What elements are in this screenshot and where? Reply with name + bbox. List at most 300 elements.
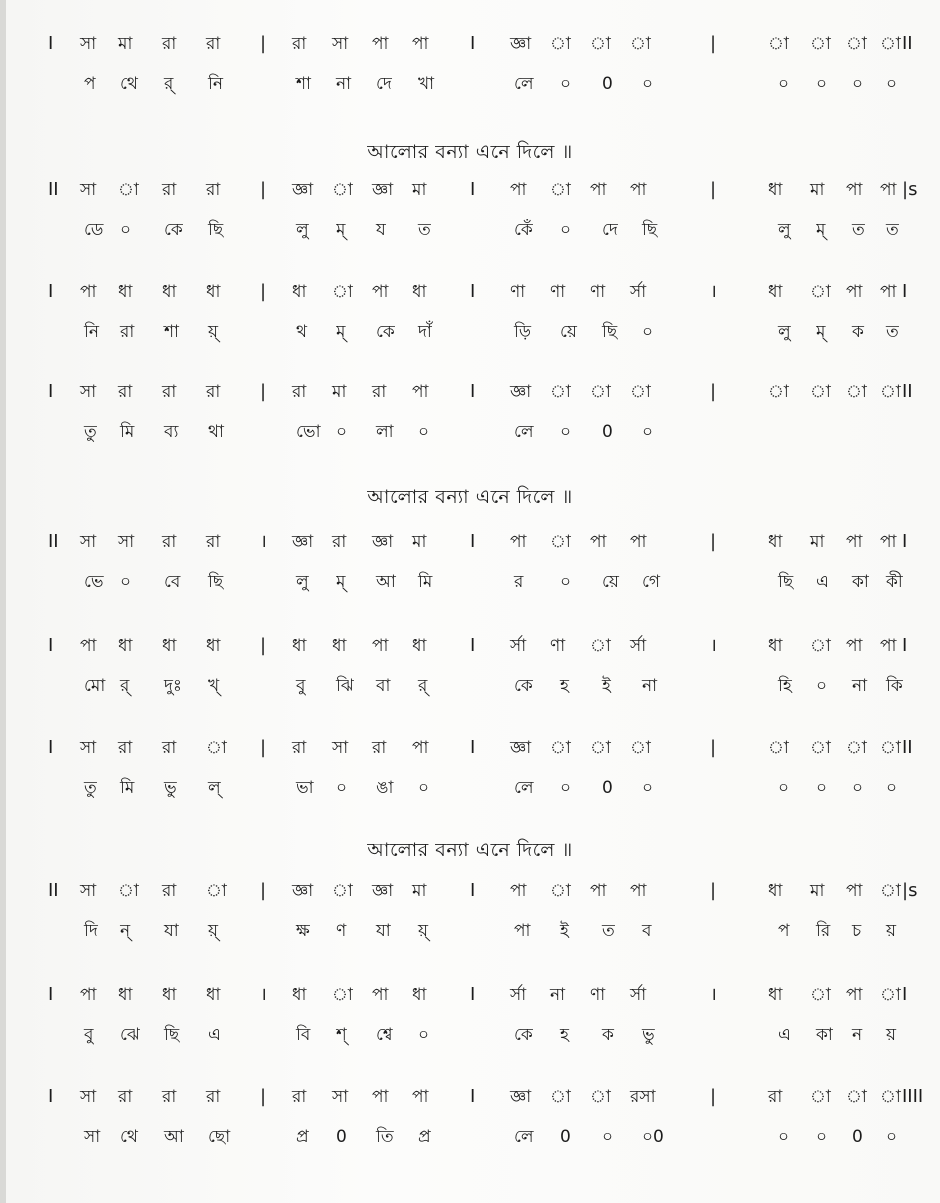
bar-line: I [470,635,476,656]
note: পা [80,282,97,302]
bar-line: |s [902,880,918,901]
lyric-syllable: 0 [852,1127,863,1147]
note: া [880,34,901,54]
lyric-syllable: ০ [336,422,348,442]
note: া [630,738,651,758]
note: া [550,180,571,200]
lyric-syllable: ০ [120,220,132,240]
note: া [590,34,611,54]
note: রা [162,180,177,200]
lyric-syllable: লু [296,220,309,240]
note: া [768,34,789,54]
note: ধা [206,282,221,302]
lyric-syllable: কেঁ [514,220,533,240]
lyric-syllable: না [642,676,658,696]
note: রা [206,34,221,54]
bar-line: I [470,737,476,758]
lyric-syllable: লু [778,322,791,342]
lyric-syllable: ০ [642,778,654,798]
lyrics-row [0,216,940,252]
lyric-syllable: ত [852,220,865,240]
lyric-syllable: মি [120,422,135,442]
note: রা [118,382,133,402]
bar-line: II [48,179,59,200]
lyric-syllable: ত [886,322,899,342]
lyric-syllable: আ [376,572,396,592]
note: মা [332,382,347,402]
note: মা [412,881,427,901]
note: পা [372,636,389,656]
note: া [332,180,353,200]
note: া [550,738,571,758]
note: ধা [162,985,177,1005]
lyric-syllable: ছি [208,572,224,592]
lyric-syllable: বা [376,676,391,696]
note: পা [590,881,607,901]
note: ধা [118,282,133,302]
bar-line: | [260,281,267,302]
lyric-syllable: ই [602,676,611,696]
note: ধা [206,985,221,1005]
note: পা [880,282,897,302]
note: রা [206,1087,221,1107]
lyric-syllable: ণ [336,921,347,941]
note: রা [332,532,347,552]
note: া [880,985,901,1005]
note: ধা [768,985,783,1005]
note: া [846,1087,867,1107]
bar-line: II [48,531,59,552]
lyric-syllable: কা [816,1025,833,1045]
lyric-syllable: হ [560,676,569,696]
notes-row [0,1083,940,1119]
lyric-syllable: ই [560,921,569,941]
note: না [550,985,566,1005]
note: পা [846,985,863,1005]
lyric-syllable: বে [164,572,181,592]
note: রা [118,1087,133,1107]
lyric-syllable: ছি [778,572,794,592]
note: পা [846,881,863,901]
lyric-syllable: ছো [208,1127,231,1147]
note: া [810,282,831,302]
lyric-syllable: কী [886,572,903,592]
note: পা [372,985,389,1005]
note: া [590,738,611,758]
lyric-syllable: য়্ [418,921,429,941]
lyric-syllable: ভো [296,422,321,442]
note: া [630,34,651,54]
lyric-syllable: এ [816,572,829,592]
lyric-syllable: বি [296,1025,311,1045]
note: া [550,382,571,402]
lyric-syllable: ০0 [642,1127,664,1147]
note: সা [332,738,349,758]
lyric-syllable: ০ [852,74,864,94]
bar-line: I [470,381,476,402]
lyric-syllable: দে [602,220,618,240]
bar-line: I [902,635,908,656]
note: রা [768,1087,783,1107]
lyric-syllable: দাঁ [418,322,432,342]
note: রা [162,34,177,54]
note: রা [118,738,133,758]
bar-line: I [48,281,54,302]
bar-line: I [902,531,908,552]
lyric-syllable: মি [418,572,433,592]
note: সা [332,34,349,54]
note: জ্ঞা [372,180,394,200]
note: ধা [206,636,221,656]
note: রসা [630,1087,656,1107]
lyric-syllable: না [336,74,352,94]
lyric-syllable: ০ [418,422,430,442]
lyric-syllable: রা [120,322,135,342]
lyric-syllable: নি [84,322,100,342]
lyrics-row [0,568,940,604]
note: ধা [412,636,427,656]
note: সা [332,1087,349,1107]
note: ধা [162,636,177,656]
note: ণা [550,282,566,302]
lyric-syllable: মি [120,778,135,798]
lyric-syllable: ম্ [336,322,346,342]
note: া [118,881,139,901]
lyric-syllable: থে [120,1127,138,1147]
lyric-syllable: লু [296,572,309,592]
lyric-syllable: ছি [602,322,618,342]
bar-line: I [470,1086,476,1107]
bar-line: I [48,381,54,402]
lyric-syllable: ০ [560,220,572,240]
lyrics-row [0,672,940,708]
bar-line: I [902,281,908,302]
note: ণা [550,636,566,656]
bar-line: । [260,984,267,1005]
lyric-syllable: 0 [560,1127,571,1147]
note: জ্ঞা [292,180,314,200]
lyric-syllable: ০ [642,322,654,342]
lyric-syllable: ক [602,1025,614,1045]
bar-line: I [48,33,54,54]
note: জ্ঞা [292,881,314,901]
lyric-syllable: 0 [336,1127,347,1147]
lyric-syllable: আ [164,1127,184,1147]
notes-row [0,981,940,1017]
lyric-syllable: দি [84,921,98,941]
lyric-syllable: ছি [164,1025,180,1045]
lyric-syllable: ক্ষ [296,921,310,941]
note: মা [810,881,825,901]
lyric-syllable: ০ [778,74,790,94]
bar-line: | [710,880,717,901]
note: সা [80,1087,97,1107]
lyric-syllable: কি [886,676,903,696]
lyric-syllable: র্ [418,676,428,696]
note: পা [510,532,527,552]
note: রা [206,532,221,552]
lyric-syllable: ন [852,1025,863,1045]
bar-line: I [470,531,476,552]
lyric-syllable: ০ [886,74,898,94]
notes-row [0,877,940,913]
lyric-syllable: লে [514,422,534,442]
note: া [880,738,901,758]
note: রা [292,382,307,402]
note: পা [590,180,607,200]
lyrics-row [0,418,940,454]
note: ধা [292,985,307,1005]
lyric-syllable: মো [84,676,106,696]
lyric-syllable: নি [208,74,224,94]
bar-line: |s [902,179,918,200]
lyric-syllable: প [84,74,96,94]
note: পা [372,34,389,54]
notes-row [0,378,940,414]
note: া [118,180,139,200]
note: মা [412,180,427,200]
bar-line: | [710,1086,717,1107]
note: পা [80,636,97,656]
lyric-syllable: ম্ [336,572,346,592]
note: র্সা [630,282,647,302]
lyric-syllable: ম্ [816,322,826,342]
lyric-syllable: লা [376,422,394,442]
lyric-syllable: হি [778,676,792,696]
lyric-syllable: ব [642,921,652,941]
lyric-syllable: ০ [886,1127,898,1147]
lyric-syllable: র্ [120,676,130,696]
note: পা [630,532,647,552]
lyric-syllable: তু [84,422,97,442]
note: ধা [768,636,783,656]
lyrics-row [0,917,940,953]
lyric-syllable: প [778,921,790,941]
lyric-syllable: ভু [642,1025,655,1045]
note: রা [162,382,177,402]
note: া [880,1087,901,1107]
lyric-syllable: লে [514,778,534,798]
lyric-syllable: ড়ি [514,322,532,342]
lyric-syllable: থ [296,322,308,342]
lyric-syllable: যা [376,921,391,941]
lyric-syllable: ০ [778,778,790,798]
note: পা [846,532,863,552]
lyric-syllable: খা [418,74,435,94]
lyric-syllable: এ [778,1025,791,1045]
bar-line: | [260,1086,267,1107]
lyric-syllable: এ [208,1025,221,1045]
bar-line: I [470,984,476,1005]
lyrics-row [0,1021,940,1057]
note: পা [846,180,863,200]
bar-line: | [260,880,267,901]
note: পা [510,881,527,901]
note: পা [412,1087,429,1107]
note: সা [80,34,97,54]
notes-row [0,734,940,770]
lyric-syllable: ঝে [120,1025,140,1045]
lyric-syllable: ০ [418,778,430,798]
note: া [810,636,831,656]
note: ধা [162,282,177,302]
note: পা [846,636,863,656]
lyric-syllable: খ্ [208,676,220,696]
lyric-syllable: থে [120,74,138,94]
note: া [550,1087,571,1107]
note: পা [510,180,527,200]
note: মা [810,532,825,552]
note: র্সা [510,636,527,656]
notes-row [0,632,940,668]
bar-line: I [470,880,476,901]
lyric-syllable: ০ [642,74,654,94]
bar-line: । [710,984,717,1005]
bar-line: । [710,635,717,656]
note: পা [590,532,607,552]
lyric-syllable: ০ [816,1127,828,1147]
lyric-syllable: ভা [296,778,314,798]
note: া [846,34,867,54]
lyric-syllable: ০ [560,778,572,798]
lyric-syllable: ল্ [208,778,221,798]
lyric-syllable: ম্ [816,220,826,240]
note: সা [80,532,97,552]
note: জ্ঞা [510,34,532,54]
lyric-syllable: বু [296,676,306,696]
lyric-syllable: ত [886,220,899,240]
lyric-syllable: ০ [886,778,898,798]
lyric-syllable: ০ [560,422,572,442]
lyric-syllable: 0 [602,778,613,798]
bar-line: II [902,381,913,402]
lyric-syllable: দে [376,74,392,94]
note: রা [162,738,177,758]
note: পা [412,382,429,402]
note: রা [162,532,177,552]
note: পা [412,738,429,758]
bar-line: | [710,381,717,402]
note: মা [810,180,825,200]
refrain-heading: আলোর বন্যা এনে দিলে ॥ [367,141,573,163]
bar-line: । [710,281,717,302]
lyric-syllable: ক [852,322,864,342]
notes-row [0,528,940,564]
bar-line: | [260,381,267,402]
notes-row [0,278,940,314]
note: পা [372,282,389,302]
bar-line: I [48,737,54,758]
lyrics-row [0,70,940,106]
note: া [550,881,571,901]
note: ধা [118,636,133,656]
bar-line: | [260,635,267,656]
bar-line: II [902,33,913,54]
note: রা [162,881,177,901]
note: া [630,382,651,402]
lyric-syllable: 0 [602,422,613,442]
lyric-syllable: লে [514,74,534,94]
note: রা [162,1087,177,1107]
bar-line: IIII [902,1086,924,1107]
lyric-syllable: শা [164,322,179,342]
note: ধা [768,282,783,302]
lyric-syllable: য়ে [560,322,577,342]
note: মা [118,34,133,54]
bar-line: I [470,179,476,200]
note: া [332,282,353,302]
refrain-heading: আলোর বন্যা এনে দিলে ॥ [367,486,573,508]
lyric-syllable: ০ [418,1025,430,1045]
lyric-syllable: ভু [164,778,177,798]
lyric-syllable: শা [296,74,311,94]
note: া [590,1087,611,1107]
bar-line: II [48,880,59,901]
bar-line: | [260,737,267,758]
note: পা [880,636,897,656]
note: া [590,382,611,402]
note: রা [206,180,221,200]
note: র্সা [630,985,647,1005]
note: পা [630,180,647,200]
note: ধা [768,532,783,552]
lyric-syllable: শ্ [336,1025,347,1045]
lyric-syllable: রি [816,921,831,941]
note: া [810,1087,831,1107]
note: ধা [292,636,307,656]
lyrics-row [0,774,940,810]
notes-row [0,30,940,66]
note: সা [80,382,97,402]
note: া [810,738,831,758]
note: া [550,532,571,552]
note: ধা [292,282,307,302]
note: ধা [332,636,347,656]
note: র্সা [510,985,527,1005]
lyric-syllable: ডে [84,220,104,240]
note: ধা [412,282,427,302]
bar-line: । [260,531,267,552]
lyric-syllable: য়্ [208,921,219,941]
lyric-syllable: কে [164,220,183,240]
note: পা [880,180,897,200]
bar-line: I [48,1086,54,1107]
lyric-syllable: র্ [164,74,174,94]
lyric-syllable: যা [164,921,179,941]
bar-line: I [470,33,476,54]
note: সা [80,881,97,901]
lyric-syllable: য় [886,1025,897,1045]
note: ধা [118,985,133,1005]
lyric-syllable: ত [418,220,431,240]
note: রা [292,34,307,54]
note: পা [372,1087,389,1107]
lyric-syllable: প্র [418,1127,431,1147]
lyric-syllable: কা [852,572,869,592]
lyric-syllable: ০ [852,778,864,798]
refrain-heading: আলোর বন্যা এনে দিলে ॥ [367,839,573,861]
lyric-syllable: প্র [296,1127,309,1147]
note: া [880,382,901,402]
lyric-syllable: ন্ [120,921,131,941]
lyric-syllable: লে [514,1127,534,1147]
bar-line: I [902,984,908,1005]
lyric-syllable: ব্য [164,422,179,442]
lyric-syllable: য [376,220,386,240]
note: জ্ঞা [292,532,314,552]
lyric-syllable: ০ [560,572,572,592]
note: া [880,881,901,901]
